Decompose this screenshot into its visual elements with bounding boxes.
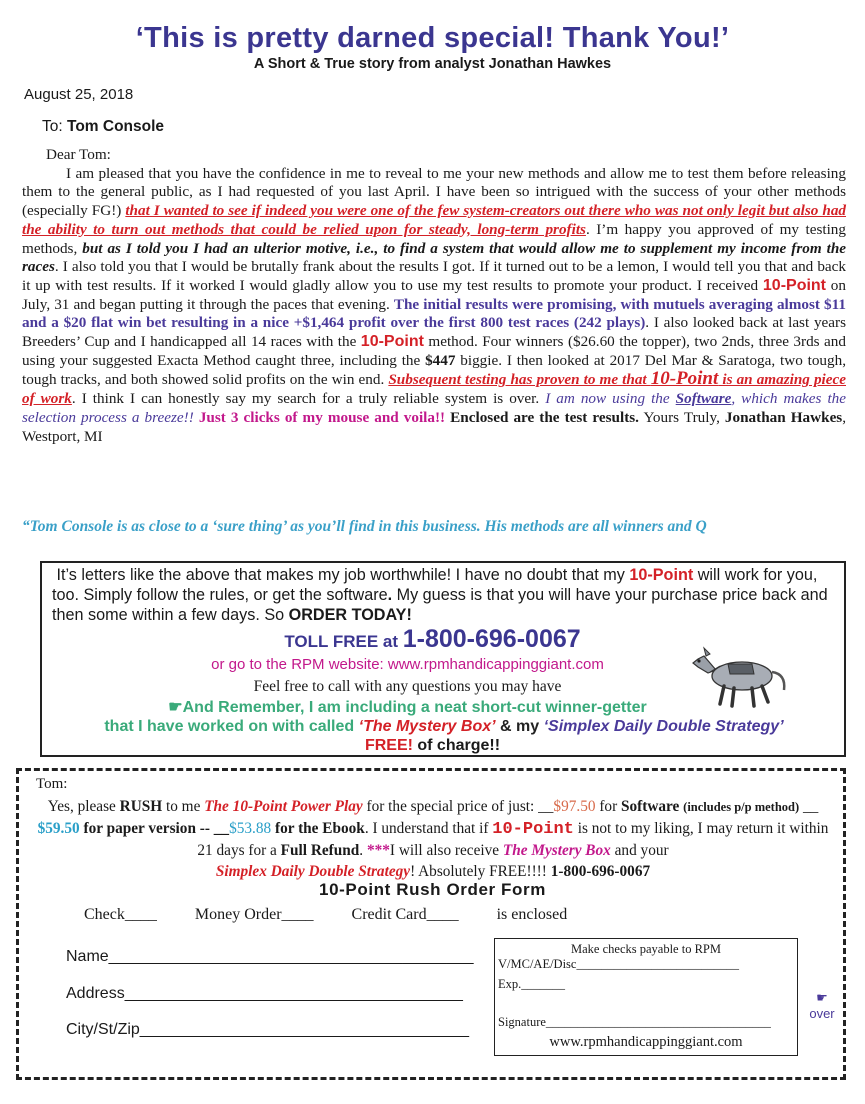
bonus-text: & my	[495, 718, 544, 735]
letter-aside: I am now using the	[545, 390, 676, 408]
bonus-text: that I have worked on with called	[104, 718, 359, 735]
over-indicator	[802, 990, 842, 1022]
letter-date: August 25, 2018	[24, 86, 134, 103]
letter-text: . I’m happy you approved of my testing methods,	[22, 220, 846, 257]
product-name: 10-Point	[762, 276, 827, 294]
full-refund: Full Refund	[280, 842, 360, 859]
signer-location: , Westport, MI	[22, 408, 847, 445]
pull-quote: “Tom Console is as close to a ‘sure thing’ as you’ll find in this business. His methods are all winners and Q	[22, 518, 707, 535]
letter-text: . I also told you that I would be brutally frank about the results I got. If it turned out to be a lemon, I would tell you that and back it up with test results. If it worked I would gladly allow you to use my test results to promote your product. I received	[22, 258, 846, 294]
subheadline: A Short & True story from analyst Jonathan Hawkes	[253, 56, 612, 72]
promo-line: My guess is that you will have your purchase price back and then some within a few days. So	[52, 586, 828, 624]
headline: ‘This is pretty darned special! Thank You!’	[135, 22, 730, 54]
bonus-callout: ☛And Remember, I am including a neat short-cut winner-getter	[168, 699, 647, 716]
order-website[interactable]: www.rpmhandicappinggiant.com	[549, 1034, 743, 1050]
order-terms	[30, 796, 836, 882]
letter-highlight: that I wanted to see if indeed you were one of the few system-creators out there who was not only legit but also had the ability to turn out methods that could be relied upon for steady, long-term profits	[22, 202, 847, 238]
address-field[interactable]: Address______________________________________	[66, 985, 463, 1002]
letter-text: biggie. I then looked at 2017 Del Mar & Saratoga, two tough, tough tracks, and both showed solid profits on the win end.	[22, 351, 846, 389]
salutation: Dear Tom:	[46, 146, 111, 163]
letter-text: method. Four winners ($26.60 the topper), two 2nds, three 3rds and using your suggested Exacta Method caught three, including the	[22, 333, 846, 369]
letter-text: Yours Truly,	[643, 408, 725, 426]
order-text: __	[799, 798, 819, 815]
order-today-callout: ORDER TODAY!	[288, 606, 412, 624]
letter-highlight: Subsequent testing has proven to me that	[388, 371, 651, 389]
price-ebook: $53.88	[229, 820, 272, 837]
order-text: I will also receive	[389, 842, 503, 859]
order-text: and your	[610, 842, 669, 859]
promo-line: .	[387, 586, 393, 604]
letter-text: on July, 31 and began putting it through the paces that evening.	[22, 276, 846, 313]
promo-text	[52, 565, 842, 625]
money-order-option[interactable]: Money Order____	[194, 906, 314, 923]
letter-results: The initial results were promising, with mutuels averaging almost $11 and a $20 flat win bet resulting in a nice +$1,464 profit over the first 800 test races (242 plays)	[22, 295, 846, 332]
check-option[interactable]: Check____	[84, 906, 157, 923]
letter-emphasis: but as I told you I had an ulterior motive, i.e., to find a system that would allow me to supplement my income from the races	[22, 239, 847, 276]
rush-label: RUSH	[119, 798, 163, 815]
ebook-option: for the Ebook	[271, 820, 365, 837]
price-paper: $59.50	[37, 820, 80, 837]
letter-recipient	[42, 118, 164, 136]
promo-line: It’s letters like the above that makes my job worthwhile! I have no doubt that my	[56, 566, 630, 584]
free-label: FREE!	[364, 737, 413, 754]
paper-option: for paper version -- __	[79, 820, 230, 837]
software-option: Software	[621, 798, 680, 815]
letter-emphasis: Enclosed are the test results.	[450, 408, 639, 426]
letter-emphasis: $447	[425, 351, 456, 369]
product-title: The 10-Point Power Play	[204, 798, 363, 815]
to-label: To:	[42, 118, 63, 135]
expiration-field[interactable]: Exp._______	[498, 977, 566, 991]
order-form-title: 10-Point Rush Order Form	[319, 880, 546, 899]
over-label: over	[809, 1006, 835, 1021]
payment-method-row	[84, 906, 605, 924]
order-text: is not to my liking, I may return it within 21 days for a	[197, 820, 829, 859]
to-name: Tom Console	[67, 118, 165, 135]
testimonial-letter	[22, 146, 846, 446]
order-salutation: Tom:	[36, 776, 68, 792]
letter-text: . I also looked back at last years Breeders’ Cup and I handicapped all 14 races with the	[22, 314, 846, 351]
product-name: 10-Point	[360, 333, 424, 351]
price-software: $97.50	[553, 798, 596, 815]
mystery-box-name: The Mystery Box	[502, 842, 611, 859]
city-state-zip-field[interactable]: City/St/Zip_____________________________________	[66, 1021, 470, 1038]
charge-label: of charge!!	[412, 737, 501, 754]
letter-callout: Just 3 clicks of my mouse and voila!!	[198, 408, 446, 426]
letter-highlight: is an amazing piece of work	[22, 371, 846, 408]
phone-number[interactable]: 1-800-696-0067	[402, 625, 581, 653]
promo-line: will work for you, too. Simply follow the rules, or get the software	[52, 566, 818, 604]
credit-card-option[interactable]: Credit Card____	[351, 906, 459, 923]
signature-field[interactable]: Signature____________________________________	[498, 1015, 771, 1029]
product-name: 10-Point	[492, 820, 574, 839]
stars: ***	[366, 842, 390, 859]
signer-name: Jonathan Hawkes	[724, 408, 843, 426]
free-of-charge	[0, 737, 865, 755]
product-name: 10-Point	[650, 368, 719, 390]
payable-to: Make checks payable to RPM	[571, 942, 721, 956]
software-includes: (includes p/p method)	[683, 800, 800, 814]
website-line[interactable]: or go to the RPM website: www.rpmhandicappinggiant.com	[211, 656, 604, 673]
simplex-name: Simplex Daily Double Strategy	[215, 863, 411, 880]
mystery-box-name: ‘The Mystery Box’	[358, 718, 496, 735]
toll-free-label: TOLL FREE at	[284, 632, 403, 651]
product-name: 10-Point	[629, 566, 694, 584]
order-text: to me	[162, 798, 205, 815]
call-invite: Feel free to call with any questions you may have	[253, 678, 562, 695]
order-text: Yes, please	[47, 798, 120, 815]
letter-body	[22, 165, 846, 447]
bonus-items	[44, 718, 844, 736]
enclosed-label: is enclosed	[496, 906, 568, 923]
horse-cartoon-icon	[690, 640, 790, 710]
software-link: Software	[675, 390, 732, 408]
order-text: . I understand that if	[364, 820, 493, 837]
name-field[interactable]: Name_________________________________________	[66, 948, 474, 965]
order-text: for the special price of just: __	[362, 798, 554, 815]
letter-text: I am pleased that you have the confidence in me to reveal to me your new methods and allow me to test them before releasing them to the general public, as I had requested of you last April. I have been so intrigued with the success of your other methods (especially FG!)	[22, 164, 846, 220]
order-text: for	[595, 798, 621, 815]
order-phone[interactable]: 1-800-696-0067	[550, 863, 651, 880]
simplex-name: ‘Simplex Daily Double Strategy’	[543, 718, 784, 735]
order-text: ! Absolutely FREE!!!!	[410, 863, 551, 880]
letter-text: . I think I can honestly say my search for a truly reliable system is over.	[71, 390, 546, 408]
order-text: .	[359, 842, 367, 859]
card-number-field[interactable]: V/MC/AE/Disc__________________________	[498, 957, 739, 971]
letter-aside: , which makes the selection process a breeze!!	[22, 390, 847, 426]
pointing-hand-icon: ☛	[816, 990, 828, 1005]
